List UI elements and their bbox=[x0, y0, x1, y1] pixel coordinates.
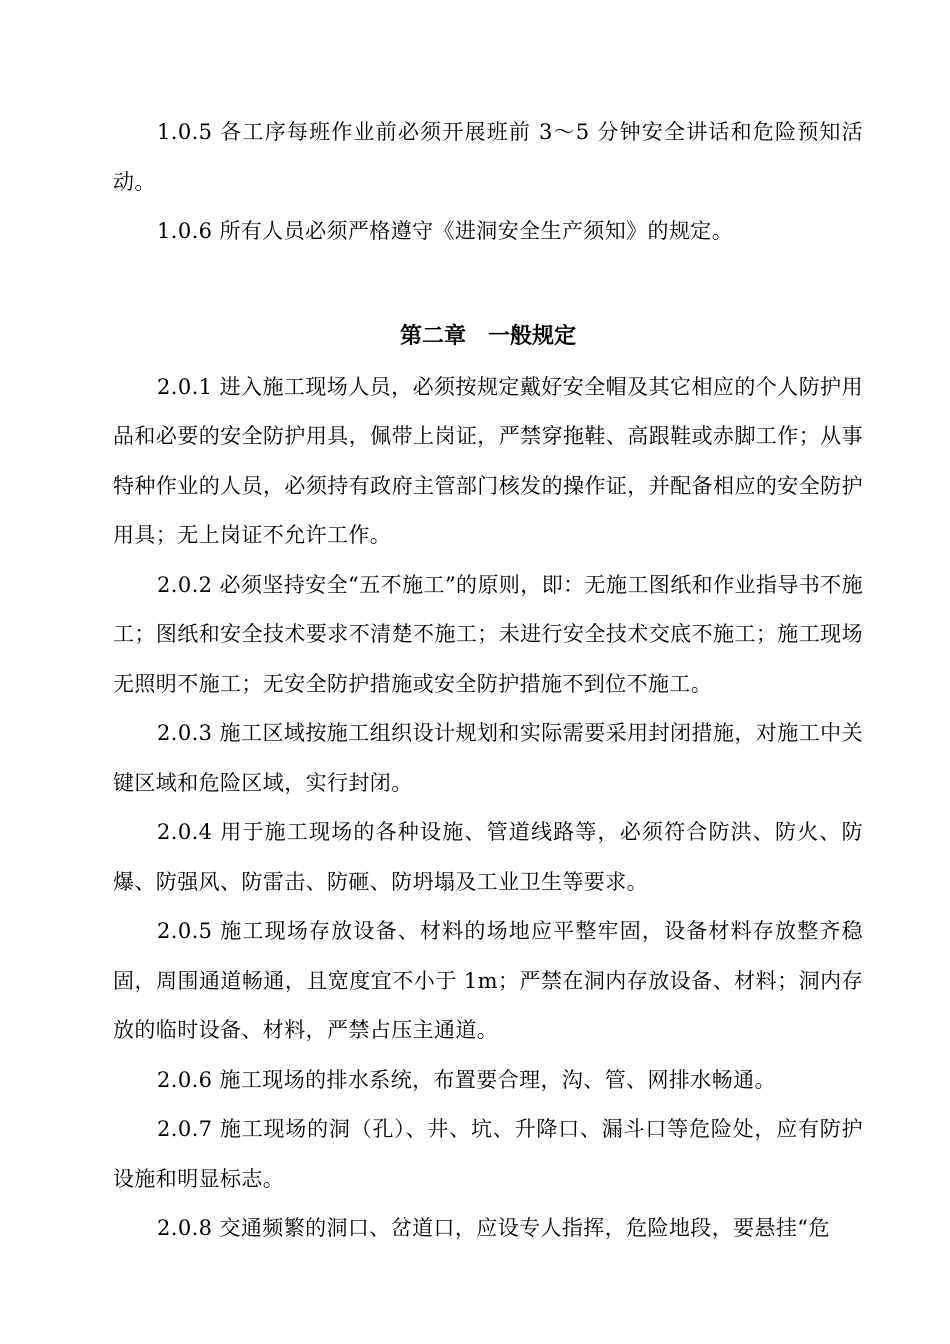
clause-2-0-6: 2.0.6 施工现场的排水系统，布置要合理，沟、管、网排水畅通。 bbox=[157, 1067, 776, 1092]
clause-1-0-5: 1.0.5 各工序每班作业前必须开展班前 3～5 分钟安全讲话和危险预知活动。 bbox=[113, 120, 863, 194]
clause-2-0-8: 2.0.8 交通频繁的洞口、岔道口，应设专人指挥，危险地段，要悬挂“危 bbox=[157, 1216, 830, 1240]
clause-1-0-6: 1.0.6 所有人员必须严格遵守《进洞安全生产须知》的规定。 bbox=[157, 219, 734, 243]
chapter-title: 第二章 一般规定 bbox=[399, 323, 576, 349]
clause-2-0-2: 2.0.2 必须坚持安全“五不施工”的原则，即：无施工图纸和作业指导书不施工；图纸和安全技术要求不清楚不施工；未进行安全技术交底不施工；施工现场无照明不施工；无安全防护措施或安全防护措施不到位不施工。 bbox=[113, 572, 863, 696]
clause-2-0-7: 2.0.7 施工现场的洞（孔）、井、坑、升降口、漏斗口等危险处，应有防护设施和明显标志。 bbox=[113, 1117, 863, 1191]
clause-2-0-1: 2.0.1 进入施工现场人员，必须按规定戴好安全帽及其它相应的个人防护用品和必要的安全防护用具，佩带上岗证，严禁穿拖鞋、高跟鞋或赤脚工作；从事特种作业的人员，必须持有政府主管部门核发的操作证，并配备相应的安全防护用具；无上岗证不允许工作。 bbox=[113, 374, 863, 547]
section-spacer bbox=[113, 257, 863, 311]
clause-2-0-3: 2.0.3 施工区域按施工组织设计规划和实际需要采用封闭措施，对施工中关键区域和危险区域，实行封闭。 bbox=[113, 721, 863, 795]
document-page bbox=[113, 108, 863, 1254]
clause-2-0-4: 2.0.4 用于施工现场的各种设施、管道线路等，必须符合防洪、防火、防爆、防强风、防雷击、防砸、防坍塌及工业卫生等要求。 bbox=[113, 820, 863, 894]
clause-2-0-5: 2.0.5 施工现场存放设备、材料的场地应平整牢固，设备材料存放整齐稳固，周围通道畅通，且宽度宜不小于 1m；严禁在洞内存放设备、材料；洞内存放的临时设备、材料，严禁占压主通道。 bbox=[113, 919, 863, 1042]
